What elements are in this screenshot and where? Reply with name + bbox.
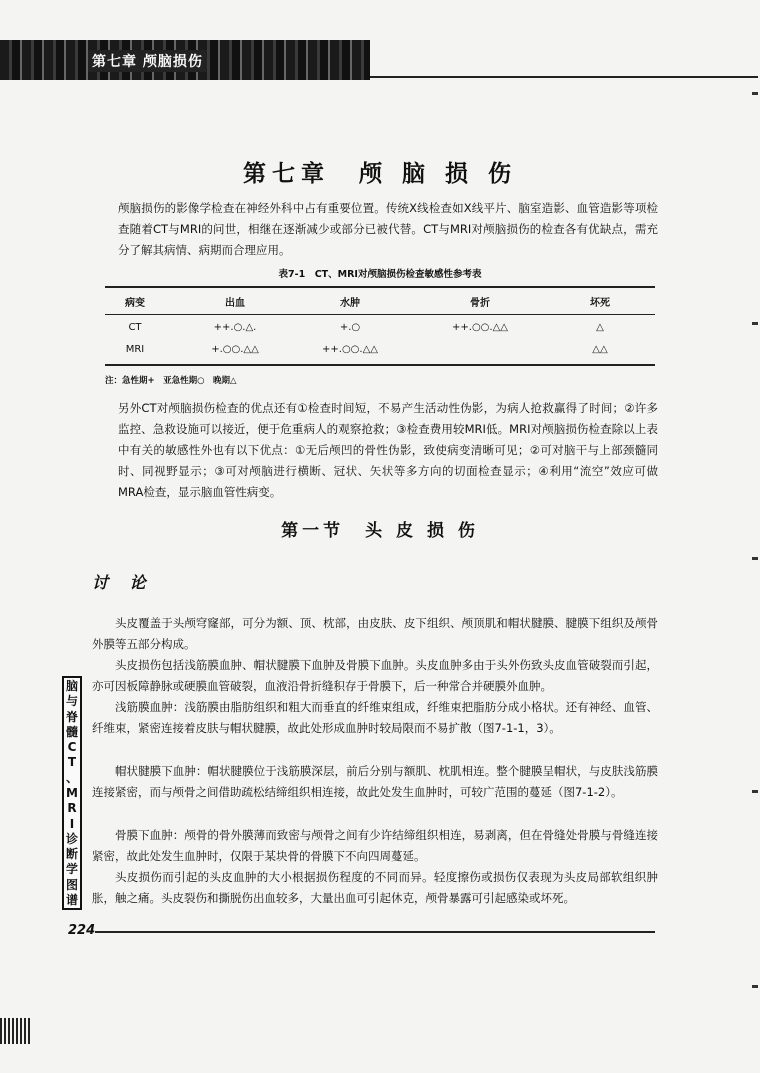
sidebar-char: 诊 [65, 831, 78, 846]
table-cell: △ [596, 322, 604, 333]
sidebar-char: R [67, 801, 77, 816]
table-cell: MRI [125, 344, 145, 355]
edge-mark [752, 92, 758, 95]
sidebar-char: 与 [65, 694, 78, 709]
edge-mark [752, 557, 758, 560]
advantages-paragraph: 另外CT对颅脑损伤检查的优点还有①检查时间短，不易产生活动性伪影，为病人抢救赢得了时间；②许多监控、急救设施可以接近，便于危重病人的观察抢救；③检查费用较MRI低。MRI对颅脑损伤检查除以上表中有关的敏感性外也有以下优点：①无后颅凹的骨性伪影，致使病变清晰可见；②可对脑干与上部颈髓同时、同视野显示；③可对颅脑进行横断、冠状、矢状等多方向的切面检查显示；④利用“流空”效应可做MRA检查，显示脑血管性病变。 [118, 401, 658, 499]
sidebar-char: M [66, 785, 78, 800]
table-cell: +.○○.△△ [211, 344, 259, 355]
scan-artifact [0, 1018, 30, 1044]
header-rule [370, 76, 758, 78]
section-title: 第一节 头 皮 损 伤 [281, 521, 479, 541]
book-title-sidebar [62, 676, 82, 910]
discussion-label: 讨 论 [92, 573, 154, 592]
table-cell: +.○ [339, 322, 361, 333]
table-cell: ++.○○.△△ [452, 322, 508, 333]
table-cell: ++.○.△. [213, 322, 257, 333]
table-caption: 表7-1 CT、MRI对颅脑损伤检查敏感性参考表 [278, 269, 482, 280]
table-cell: ++.○○.△△ [322, 344, 378, 355]
chapter-title: 第七章 颅 脑 损 伤 [242, 160, 518, 187]
edge-mark [752, 985, 758, 988]
sidebar-char: 学 [65, 862, 78, 877]
body-paragraph: 头皮覆盖于头颅穹窿部，可分为额、顶、枕部，由皮肤、皮下组织、颅顶肌和帽状腱膜、腱膜下组织及颅骨外膜等五部分构成。 [92, 616, 658, 651]
footer-rule [95, 931, 655, 933]
running-title: 第七章 颅脑损伤 [88, 50, 207, 72]
table-header-cell: 骨折 [470, 298, 490, 309]
body-paragraph: 头皮损伤包括浅筋膜血肿、帽状腱膜下血肿及骨膜下血肿。头皮血肿多由于头外伤致头皮血管破裂而引起，亦可因板障静脉或硬膜血管破裂，血液沿骨折缝积存于骨膜下，后一种常合并硬膜外血肿。 [92, 658, 658, 693]
table-cell: CT [128, 322, 142, 333]
sidebar-char: 谱 [65, 892, 78, 907]
table-header-cell: 病变 [125, 298, 145, 309]
table-note: 注：急性期+ 亚急性期○ 晚期△ [105, 376, 237, 386]
intro-paragraph: 颅脑损伤的影像学检查在神经外科中占有重要位置。传统X线检查如X线平片、脑室造影、血管造影等项检查随着CT与MRI的问世，相继在逐渐减少或部分已被代替。CT与MRI对颅脑损伤的检查各有优缺点，需充分了解其病情、病期而合理应用。 [118, 201, 658, 257]
table-rule-bottom [105, 364, 655, 366]
sidebar-char: C [67, 740, 77, 755]
edge-mark [752, 790, 758, 793]
sidebar-char: T [67, 755, 77, 770]
sidebar-char: 、 [65, 770, 78, 785]
body-paragraph: 头皮损伤而引起的头皮血肿的大小根据损伤程度的不同而异。轻度擦伤或损伤仅表现为头皮局部软组织肿胀，触之痛。头皮裂伤和撕脱伤出血较多，大量出血可引起休克，颅骨暴露可引起感染或坏死。 [92, 870, 658, 905]
table-header-cell: 坏死 [590, 298, 610, 309]
body-paragraph: 浅筋膜血肿：浅筋膜由脂肪组织和粗大而垂直的纤维束组成，纤维束把脂肪分成小格状。还有神经、血管、纤维束，紧密连接着皮肤与帽状腱膜，故此处形成血肿时较局限而不易扩散（图7-1-1，3）。 [92, 700, 658, 735]
sidebar-char: 断 [65, 847, 78, 862]
body-paragraph: 帽状腱膜下血肿：帽状腱膜位于浅筋膜深层，前后分别与额肌、枕肌相连。整个腱膜呈帽状，与皮肤浅筋膜连接紧密，而与颅骨之间借助疏松结缔组织相连接，故此处发生血肿时，可较广范围的蔓延（图7-1-2）。 [92, 764, 658, 799]
table-rule-mid [105, 314, 655, 315]
sidebar-char: 脊 [65, 709, 78, 724]
sidebar-char: 图 [65, 877, 78, 892]
sidebar-char: 脑 [65, 679, 78, 693]
body-paragraph: 骨膜下血肿：颅骨的骨外膜薄而致密与颅骨之间有少许结缔组织相连，易剥离，但在骨缝处骨膜与骨缝连接紧密，故此处发生血肿时，仅限于某块骨的骨膜下不向四周蔓延。 [92, 828, 658, 863]
table-header-cell: 水肿 [340, 298, 360, 309]
edge-mark [752, 322, 758, 325]
table-header-cell: 出血 [225, 298, 245, 309]
sidebar-char: 髓 [65, 724, 78, 739]
sidebar-char: I [69, 816, 75, 831]
table-rule-top [105, 286, 655, 288]
table-cell: △△ [592, 344, 608, 355]
page-number: 224 [68, 923, 96, 938]
